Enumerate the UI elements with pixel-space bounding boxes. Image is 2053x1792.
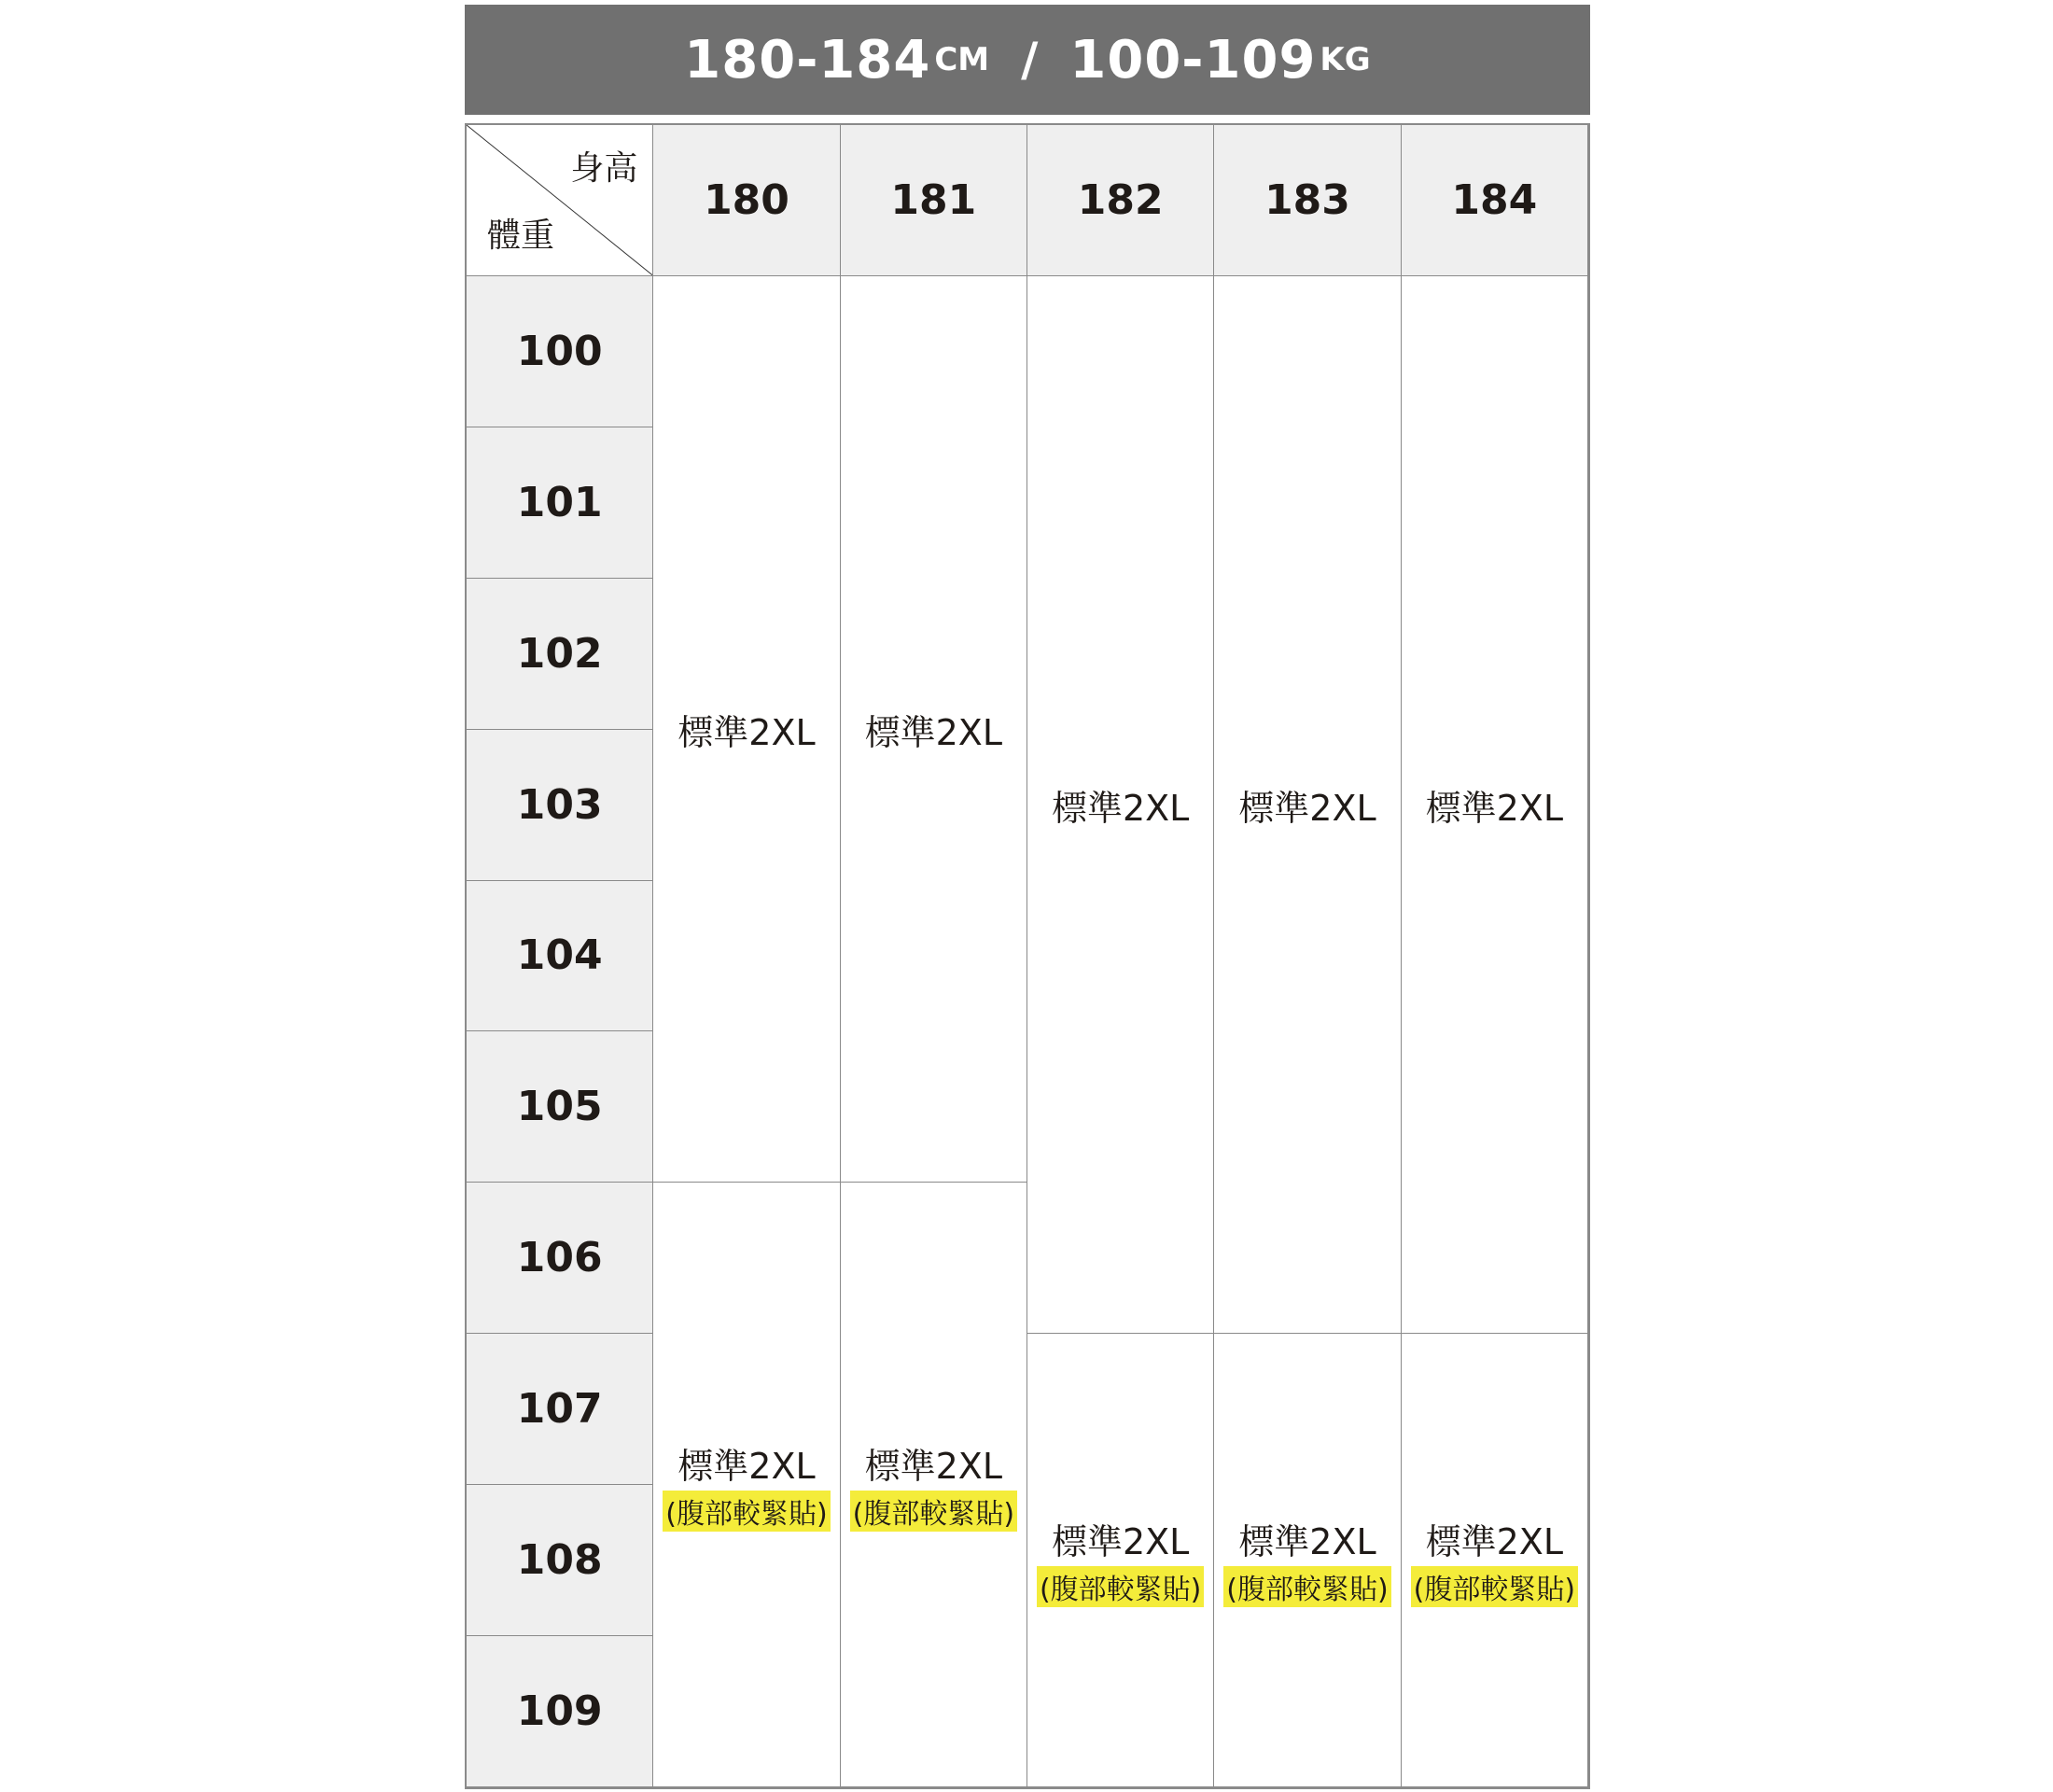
size-block-184-standard (1402, 276, 1588, 1334)
height-unit: CM (934, 41, 990, 78)
height-header-184: 184 (1402, 125, 1588, 276)
weight-unit: KG (1320, 41, 1371, 78)
size-label: 標準2XL (677, 1446, 816, 1488)
fit-note-highlight: (腹部較緊貼) (1411, 1566, 1578, 1607)
fit-note-highlight: (腹部較緊貼) (1223, 1566, 1390, 1607)
size-block-183-standard (1214, 276, 1401, 1334)
size-label: 標準2XL (1238, 1521, 1376, 1563)
weight-label-108: 108 (467, 1485, 653, 1636)
size-block-181-standard (841, 276, 1027, 1183)
chart-title-banner (465, 5, 1590, 115)
fit-note-highlight: (腹部較緊貼) (850, 1491, 1017, 1532)
height-header-183: 183 (1214, 125, 1401, 276)
weight-label-105: 105 (467, 1031, 653, 1183)
size-block-181-tight (841, 1183, 1027, 1787)
corner-cell (467, 125, 653, 276)
size-block-180-standard (653, 276, 840, 1183)
height-header-181: 181 (841, 125, 1027, 276)
fit-note-highlight: (腹部較緊貼) (663, 1491, 830, 1532)
size-label: 標準2XL (864, 1446, 1003, 1488)
size-block-184-tight (1402, 1334, 1588, 1787)
weight-label-101: 101 (467, 427, 653, 579)
weight-label-107: 107 (467, 1334, 653, 1485)
title-separator: / (1021, 33, 1039, 87)
size-block-180-tight (653, 1183, 840, 1787)
weight-label-106: 106 (467, 1183, 653, 1334)
size-label: 標準2XL (1238, 787, 1376, 829)
size-chart-table (465, 123, 1590, 1789)
height-axis-label: 身高 (570, 149, 638, 188)
weight-label-104: 104 (467, 881, 653, 1032)
size-label: 標準2XL (1425, 1521, 1564, 1563)
weight-label-102: 102 (467, 579, 653, 730)
weight-axis-label: 體重 (487, 216, 555, 255)
size-label: 標準2XL (677, 711, 816, 753)
weight-range: 100-109 (1069, 29, 1317, 91)
weight-label-100: 100 (467, 276, 653, 427)
size-block-182-tight (1027, 1334, 1214, 1787)
size-label: 標準2XL (1425, 787, 1564, 829)
fit-note-highlight: (腹部較緊貼) (1037, 1566, 1204, 1607)
height-range: 180-184 (684, 29, 931, 91)
size-label: 標準2XL (1051, 1521, 1190, 1563)
height-header-182: 182 (1027, 125, 1214, 276)
size-label: 標準2XL (864, 711, 1003, 753)
size-block-182-standard (1027, 276, 1214, 1334)
size-label: 標準2XL (1051, 787, 1190, 829)
weight-label-109: 109 (467, 1636, 653, 1787)
height-header-180: 180 (653, 125, 840, 276)
weight-label-103: 103 (467, 730, 653, 881)
size-block-183-tight (1214, 1334, 1401, 1787)
